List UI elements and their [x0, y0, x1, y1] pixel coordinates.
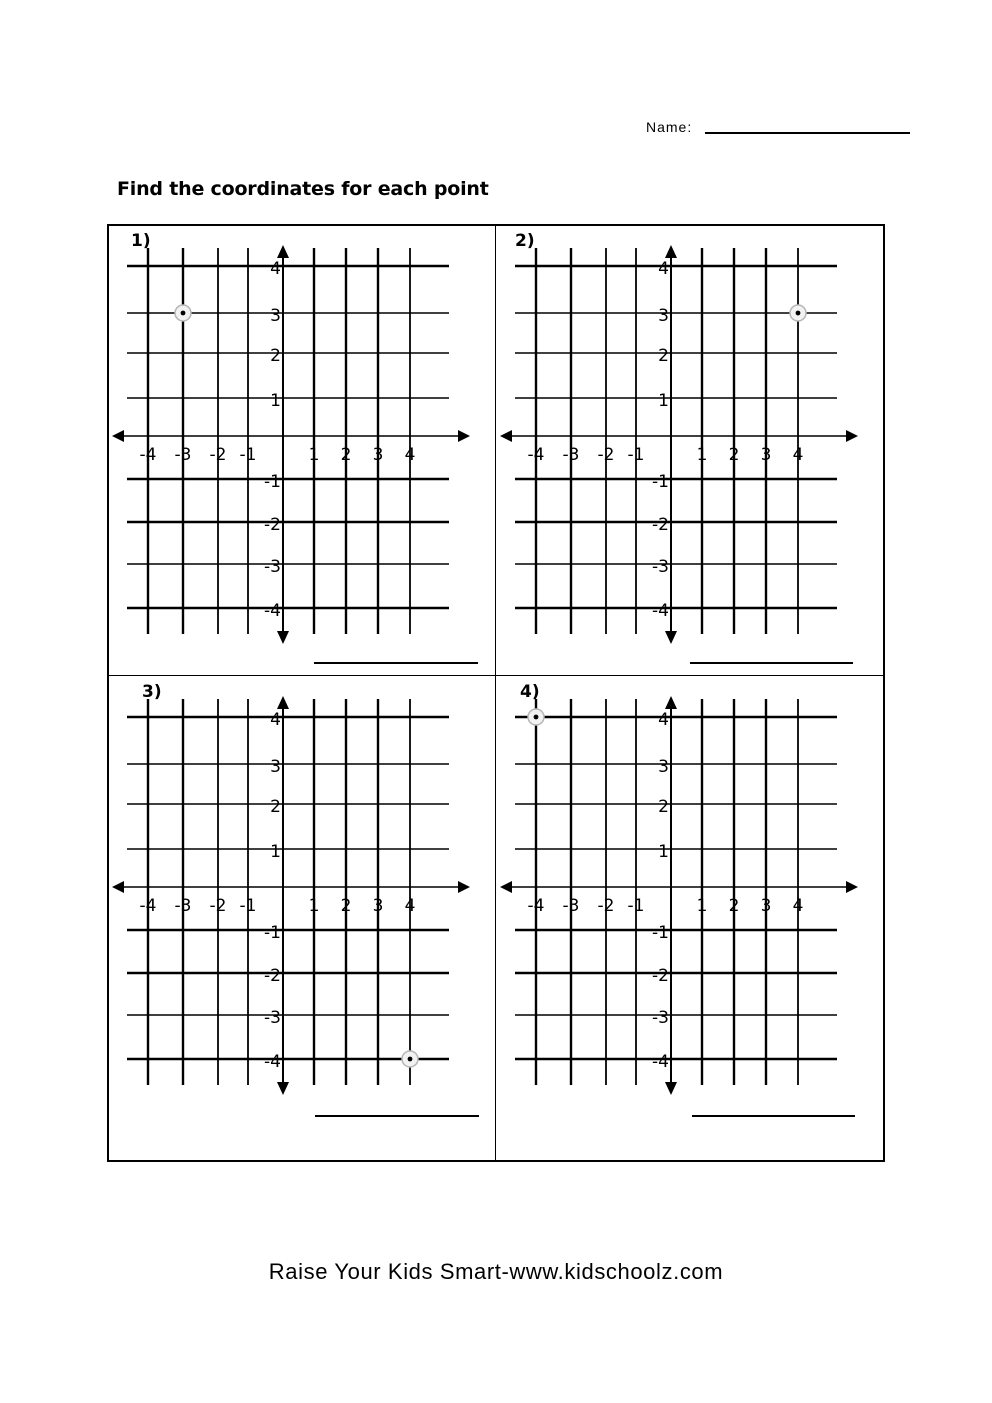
y-tick-label: 3	[658, 306, 669, 326]
y-tick-label: -2	[264, 515, 281, 535]
y-tick-label: 4	[658, 710, 669, 730]
y-tick-label: -2	[652, 966, 669, 986]
x-tick-label: -3	[562, 445, 580, 465]
problem-number: 3)	[142, 682, 162, 702]
x-tick-label: 1	[696, 445, 708, 465]
y-tick-label: 1	[270, 391, 281, 411]
instructions: Find the coordinates for each point	[117, 178, 489, 200]
x-tick-label: -2	[209, 445, 227, 465]
name-label: Name:	[646, 119, 693, 135]
y-tick-label: 3	[270, 306, 281, 326]
y-tick-label: -2	[264, 966, 281, 986]
y-tick-label: -1	[652, 472, 669, 492]
problem-number: 4)	[520, 682, 540, 702]
x-tick-label: -1	[627, 445, 645, 465]
x-tick-label: 3	[372, 445, 384, 465]
y-tick-label: 1	[270, 842, 281, 862]
x-tick-label: 2	[340, 445, 352, 465]
x-tick-label: -1	[627, 896, 645, 916]
x-tick-label: 3	[760, 896, 772, 916]
y-axis-arrow-up	[665, 696, 677, 709]
problem-number: 2)	[515, 231, 535, 251]
y-tick-label: 4	[270, 710, 281, 730]
x-tick-label: -3	[174, 445, 192, 465]
y-axis-arrow-down	[665, 1082, 677, 1095]
y-tick-label: 4	[658, 259, 669, 279]
y-tick-label: -3	[264, 1008, 281, 1028]
x-tick-label: 2	[728, 896, 740, 916]
x-tick-label: 2	[728, 445, 740, 465]
x-tick-label: 4	[792, 445, 804, 465]
x-tick-label: -4	[139, 896, 157, 916]
x-tick-label: -2	[597, 445, 615, 465]
y-tick-label: 2	[658, 346, 669, 366]
footer-text: Raise Your Kids Smart-www.kidschoolz.com	[268, 1259, 724, 1284]
y-tick-label: -1	[652, 923, 669, 943]
y-tick-label: -1	[264, 923, 281, 943]
problem-number: 1)	[131, 231, 151, 251]
x-tick-label: -3	[562, 896, 580, 916]
plotted-point	[534, 715, 539, 720]
x-tick-label: 4	[792, 896, 804, 916]
x-tick-label: 3	[372, 896, 384, 916]
y-tick-label: -4	[652, 1052, 669, 1072]
x-tick-label: -2	[209, 896, 227, 916]
x-axis-arrow-left	[500, 881, 512, 893]
y-tick-label: -1	[264, 472, 281, 492]
x-tick-label: -1	[239, 896, 257, 916]
y-tick-label: -4	[264, 1052, 281, 1072]
y-tick-label: -3	[264, 557, 281, 577]
x-tick-label: -4	[527, 896, 545, 916]
x-tick-label: 1	[308, 896, 320, 916]
y-tick-label: -3	[652, 1008, 669, 1028]
y-tick-label: -3	[652, 557, 669, 577]
y-tick-label: -4	[652, 601, 669, 621]
y-tick-label: 2	[270, 346, 281, 366]
y-tick-label: 4	[270, 259, 281, 279]
y-tick-label: 3	[270, 757, 281, 777]
x-tick-label: -2	[597, 896, 615, 916]
y-tick-label: 3	[658, 757, 669, 777]
y-tick-label: 2	[658, 797, 669, 817]
x-tick-label: 4	[404, 445, 416, 465]
y-tick-label: 1	[658, 842, 669, 862]
y-tick-label: -2	[652, 515, 669, 535]
x-tick-label: -4	[527, 445, 545, 465]
x-tick-label: -4	[139, 445, 157, 465]
x-tick-label: 1	[308, 445, 320, 465]
x-tick-label: 1	[696, 896, 708, 916]
x-tick-label: -3	[174, 896, 192, 916]
x-tick-label: -1	[239, 445, 257, 465]
x-tick-label: 3	[760, 445, 772, 465]
x-axis-arrow-right	[846, 881, 858, 893]
x-tick-label: 2	[340, 896, 352, 916]
y-tick-label: 2	[270, 797, 281, 817]
x-tick-label: 4	[404, 896, 416, 916]
y-tick-label: -4	[264, 601, 281, 621]
y-tick-label: 1	[658, 391, 669, 411]
